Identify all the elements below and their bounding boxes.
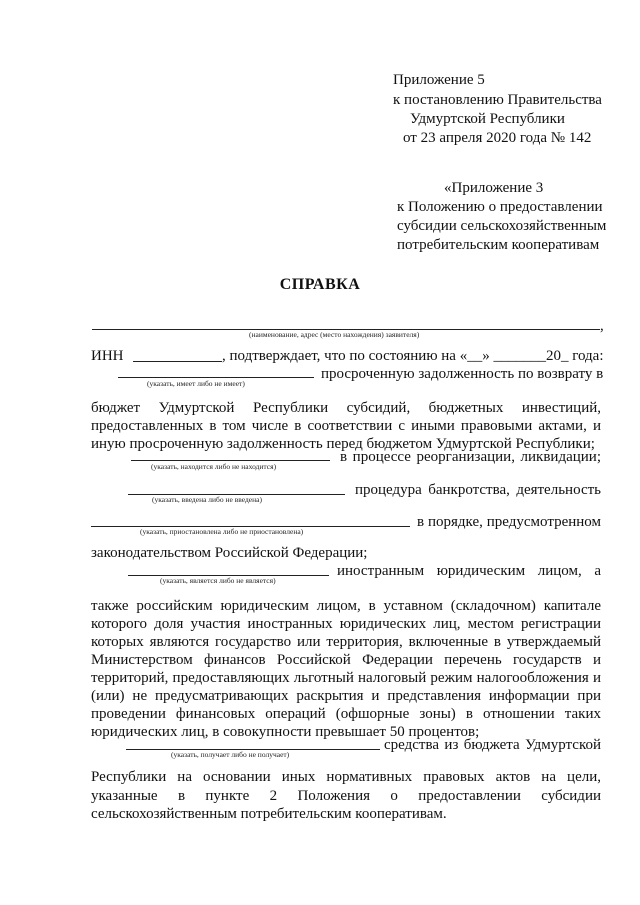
appendix5-line4: от 23 апреля 2020 года № 142 [403, 130, 592, 146]
debt-line2: бюджет Удмуртской Республики субсидий, бюджетных инвестиций, [91, 400, 601, 416]
funds-line-2: указанные в пункте 2 Положения о предоставлении субсидии [91, 788, 601, 804]
funds-last-line: сельскохозяйственным потребительским кооперативам. [91, 806, 447, 822]
foreign-line-1: также российским юридическим лицом, в уставном (складочном) капитале [91, 598, 601, 614]
funds-text: средства из бюджета Удмуртской [384, 737, 601, 753]
appendix5-line1: Приложение 5 [393, 72, 485, 88]
bankrupt-caption: (указать, введена либо не введена) [152, 495, 262, 504]
debt-caption: (указать, имеет либо не имеет) [147, 379, 245, 388]
suspended-line2: законодательством Российской Федерации; [91, 545, 368, 561]
funds-line-1: Республики на основании иных нормативных правовых актов на цели, [91, 769, 601, 785]
applicant-comma: , [600, 318, 604, 334]
foreign-line-5: территорий, предоставляющих льготный налоговый режим налогообложения и [91, 670, 601, 686]
appendix5-line2: к постановлению Правительства [393, 92, 602, 108]
foreign-last-line: юридических лиц, в совокупности превышает 50 процентов; [91, 724, 480, 740]
debt-line3: предоставленных в том числе в соответствии с иными правовыми актами, и [91, 418, 601, 434]
foreign-line-3: которых являются государство или территория, включенные в утверждаемый [91, 634, 601, 650]
debt-blank-line [118, 377, 314, 378]
appendix3-line4: потребительским кооперативам [397, 237, 600, 253]
foreign-line-6: (или) не предусматривающих раскрытия и представления информации при [91, 688, 601, 704]
appendix5-line3: Удмуртской Республики [410, 111, 565, 127]
suspended-caption: (указать, приостановлена либо не приостановлена) [140, 527, 304, 536]
foreign-line-2: которого доля участия иностранных юридических лиц, местом регистрации [91, 616, 601, 632]
inn-label: ИНН [91, 348, 124, 364]
bankrupt-text: процедура банкротства, деятельность [355, 482, 601, 498]
foreign-text: иностранным юридическим лицом, а [337, 563, 601, 579]
debt-line4: иную просроченную задолженность перед бюджетом Удмуртской Республики; [91, 436, 595, 452]
appendix3-line3: субсидии сельскохозяйственным [397, 218, 607, 234]
debt-text: просроченную задолженность по возврату в [321, 366, 604, 382]
funds-caption: (указать, получает либо не получает) [171, 750, 290, 759]
applicant-caption: (наименование, адрес (место нахождения) заявителя) [249, 330, 420, 339]
suspended-text: в порядке, предусмотренном [417, 514, 601, 530]
document-title: СПРАВКА [279, 276, 361, 293]
foreign-caption: (указать, является либо не является) [160, 576, 276, 585]
inn-text: , подтверждает, что по состоянию на «__» _______20_ года: [222, 348, 604, 364]
foreign-line-7: проведении финансовых операций (офшорные зоны) в отношении таких [91, 706, 601, 722]
appendix3-line1: «Приложение 3 [444, 180, 544, 196]
appendix3-line2: к Положению о предоставлении [397, 199, 603, 215]
reorg-text: в процессе реорганизации, ликвидации; [340, 449, 601, 465]
reorg-caption: (указать, находится либо не находится) [151, 462, 277, 471]
foreign-line-4: Министерством финансов Российской Федерации перечень государств и [91, 652, 601, 668]
inn-blank-line [133, 361, 222, 362]
reorg-blank-line [131, 460, 330, 461]
